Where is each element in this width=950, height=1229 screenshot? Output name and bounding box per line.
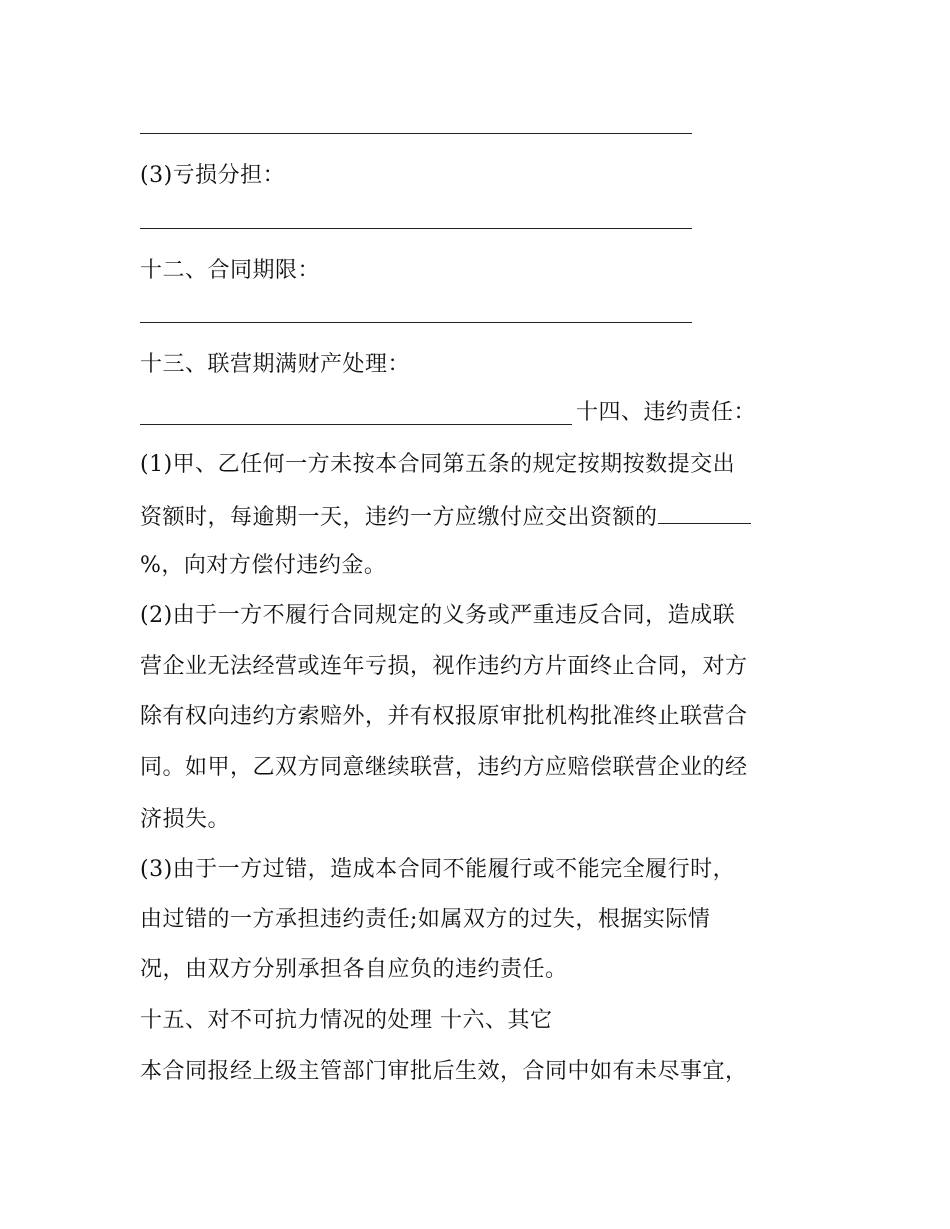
breach-clause-2-line-3: 除有权向违约方索赔外，并有权报原审批机构批准终止联营合 xyxy=(140,704,748,729)
fill-in-blank-line xyxy=(140,228,692,229)
breach-clause-1-line-3: %，向对方偿付违约金。 xyxy=(140,553,387,578)
breach-clause-1-text: 资额时，每逾期一天，违约一方应缴付应交出资额的 xyxy=(140,505,658,530)
loss-sharing-clause: (3)亏损分担： xyxy=(140,163,286,188)
breach-clause-3-line-3: 况，由双方分别承担各自应负的违约责任。 xyxy=(140,957,568,982)
asset-disposal-heading: 十三、联营期满财产处理： xyxy=(140,352,411,377)
breach-liability-heading: 十四、违约责任： xyxy=(576,400,757,425)
breach-clause-3-line-2: 由过错的一方承担违约责任;如属双方的过失，根据实际情 xyxy=(140,907,711,932)
force-majeure-and-other-heading: 十五、对不可抗力情况的处理 十六、其它 xyxy=(140,1008,553,1033)
contract-term-heading: 十二、合同期限： xyxy=(140,258,321,283)
fill-in-blank-line xyxy=(140,133,692,134)
breach-clause-1-line-2 xyxy=(140,501,751,533)
breach-clause-2-line-1: (2)由于一方不履行合同规定的义务或严重违反合同，造成联 xyxy=(140,603,736,628)
breach-clause-2-line-2: 营企业无法经营或连年亏损，视作违约方片面终止合同，对方 xyxy=(140,654,748,679)
fill-in-blank-line xyxy=(140,424,572,425)
effectiveness-clause-line-1: 本合同报经上级主管部门审批后生效，合同中如有未尽事宜， xyxy=(140,1059,748,1084)
percentage-blank xyxy=(658,501,751,524)
breach-clause-3-line-1: (3)由于一方过错，造成本合同不能履行或不能完全履行时， xyxy=(140,857,736,882)
fill-in-blank-line xyxy=(140,322,692,323)
breach-clause-2-line-5: 济损失。 xyxy=(140,807,231,832)
breach-clause-2-line-4: 同。如甲，乙双方同意继续联营，违约方应赔偿联营企业的经 xyxy=(140,755,748,780)
breach-clause-1-line-1: (1)甲、乙任何一方未按本合同第五条的规定按期按数提交出 xyxy=(140,452,736,477)
